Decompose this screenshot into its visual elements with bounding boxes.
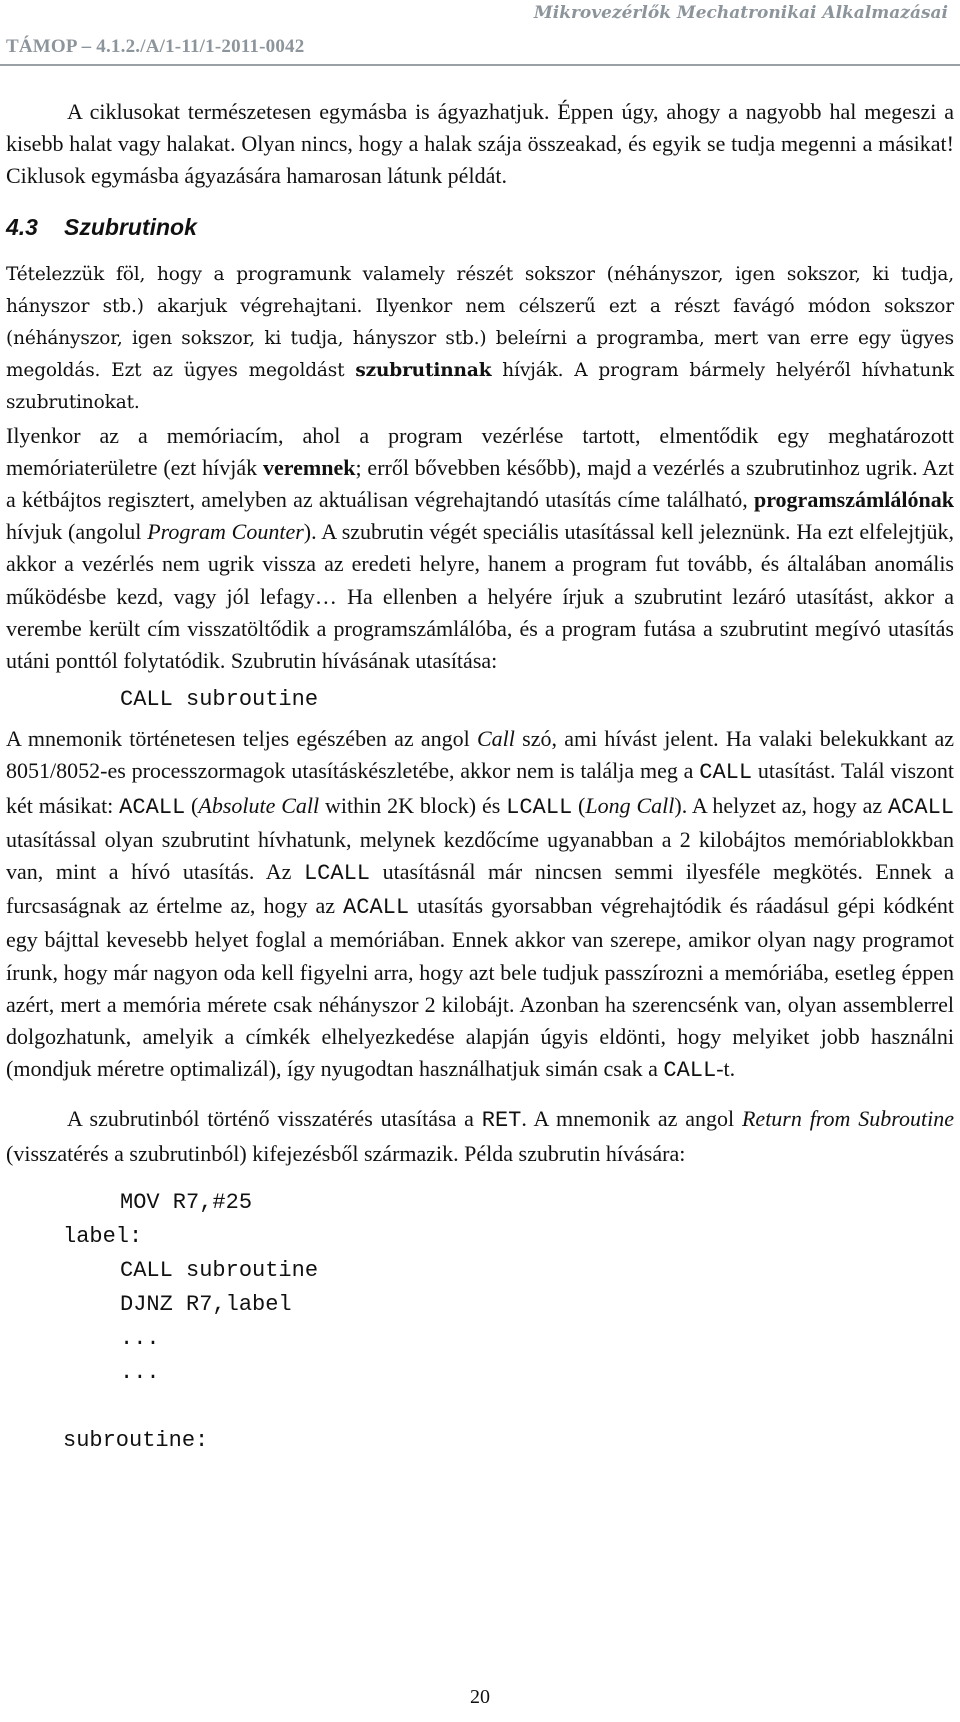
code-inline: LCALL (506, 794, 573, 820)
italic-span: Long Call (585, 792, 675, 818)
text-span: Ilyenkor az a memóriacím, ahol a program vezérlése tartott, elmentődik egy meghatározott memóriaterületre (ezt hívják (6, 422, 954, 480)
code-inline: ACALL (343, 895, 410, 921)
code-inline: ACALL (119, 794, 186, 820)
section-number: 4.3 (6, 213, 38, 240)
header-project-code: TÁMOP – 4.1.2./A/1-11/1-2011-0042 (6, 36, 305, 57)
text-span: Tételezzük föl, hogy a programunk valamely részét sokszor (néhányszor, igen sokszor, ki tudja, hányszor stb.) akarjuk végrehajtani. Ilyenkor nem célszerű ezt a részt favágó módon sokszor (néhányszor, igen sokszor, ki tudja, hányszor stb.) beleírni a programba, mert van erre egy ügyes megoldás. Ezt az ügyes megoldást (6, 263, 954, 382)
code-inline: LCALL (303, 861, 370, 887)
italic-span: Return from Subroutine (741, 1106, 954, 1132)
text-span: utasításnál már nincsen semmi ilyesféle megkötés. Ennek a furcsaságnak az értelme az, hogy az (6, 859, 954, 919)
text-span: ). A helyzet az, hogy az (674, 792, 888, 818)
text-span: within 2K block) és (319, 792, 507, 818)
code-label-line: subroutine: (63, 1427, 209, 1453)
code-inline: ACALL (887, 794, 954, 820)
italic-span: Call (476, 726, 515, 752)
text-span: A szubrutinból történő visszatérés utasítása a (67, 1106, 482, 1132)
paragraph-ret (6, 1103, 954, 1169)
text-span: utasítást. Talál viszont két másikat: (6, 758, 954, 818)
header-divider (0, 64, 960, 66)
text-span: ; erről bővebben később), majd a vezérlés a szubrutinhoz ugrik. Azt a kétbájtos regisztert, amelyben az aktuálisan végrehajtandó utasítás címe található, (6, 454, 955, 513)
code-inline: RET (481, 1108, 522, 1134)
section-title: Szubrutinok (64, 213, 197, 240)
paragraph-nested-loops: A ciklusokat természetesen egymásba is ágyazhatjuk. Éppen úgy, ahogy a nagyobb hal megeszi a kisebb halat vagy halakat. Olyan nincs, hogy a halak szája összeakad, és egyik se tudja megenni a másikat! Ciklusok egymásba ágyazására hamarosan látunk példát. (6, 99, 954, 189)
text-span: szó, ami hívást jelent. Ha valaki belekukkant az 8051/8052-es processzormagok utasításkészletébe, akkor nem is találja meg a (6, 726, 955, 784)
paragraph-call-mechanism (6, 420, 954, 678)
text-span: . A mnemonik az angol (521, 1106, 742, 1132)
page-header (0, 0, 960, 64)
code-label-line: label: (63, 1223, 143, 1249)
text-span: hívjuk (angolul (6, 519, 148, 545)
code-example-block (6, 1186, 954, 1458)
text-span: ). A szubrutin végét speciális utasítással kell jeleznünk. Ha ezt elfelejtjük, akkor a vezérlés nem ugrik vissza az eredeti helyre, hanem a program fut tovább, és általában anomális működésbe kezd, vagy jól lefagy… Ha ellenben a helyére írjuk a szubrutint lezáró utasítást, akkor a verembe került cím visszatöltődik a programszámlálóba, és a program futása a szubrutint megívó utasítás utáni ponttól folytatódik. Szubrutin hívásának utasítása: (6, 519, 954, 674)
text-span: utasítás gyorsabban végrehajtódik és ráadásul gépi kódként egy bájttal kevesebb helyet foglal a memóriában. Ennek akkor van szerepe, amikor olyan nagy programot írunk, hogy már nagyon oda kell figyelni arra, hogy azt bele tudjuk passzírozni a memóriába, esetleg éppen azért, mert a memória mérete csak néhányszor 2 kilobájt. Azonban ha szerencsénk van, olyan assemblerrel dolgozhatunk, amelyik a címkék elhelyezkedése alapján úgyis eldönti, hogy melyiket jobb használni (mondjuk méretre optimalizál), így nyugodtan használhatjuk simán csak a (6, 893, 954, 1082)
term-szubrutin: szubrutinnak (355, 360, 492, 382)
text-span: ( (572, 792, 586, 818)
paragraph-call-variants (6, 723, 954, 1087)
term-verem: veremnek (263, 454, 356, 480)
code-line: CALL subroutine (120, 1257, 319, 1283)
header-book-title: Mikrovezérlők Mechatronikai Alkalmazásai (533, 3, 948, 23)
paragraph-subroutine-intro (6, 259, 954, 420)
section-heading (6, 211, 954, 243)
text-span: A mnemonik történetesen teljes egészében az angol (6, 726, 477, 752)
code-line: ... (120, 1359, 160, 1385)
text-span: (visszatérés a szubrutinból) kifejezésből származik. Példa szubrutin hívására: (6, 1140, 686, 1166)
code-line: MOV R7,#25 (120, 1189, 253, 1215)
code-inline: CALL (699, 760, 753, 786)
page-number: 20 (470, 1686, 490, 1708)
code-blank-line (6, 1390, 954, 1424)
code-call-example: CALL subroutine (120, 687, 319, 713)
text-span: hívják. A program bármely helyéről hívhatunk szubrutinokat. (6, 360, 954, 414)
text-span: ( (185, 792, 199, 818)
text-span: utasítással olyan szubrutint hívhatunk, melynek kezdőcíme ugyanabban a 2 kilobájtos memóriablokkban van, mint a hívó utasítás. Az (6, 826, 954, 885)
term-programszamlalo: programszámlálónak (753, 487, 954, 513)
code-line: ... (120, 1325, 160, 1351)
code-inline: CALL (663, 1058, 717, 1084)
term-program-counter: Program Counter (147, 519, 304, 545)
page-body (6, 96, 954, 1458)
code-line: DJNZ R7,label (120, 1291, 292, 1317)
italic-span: Absolute Call (198, 792, 320, 818)
text-span: -t. (716, 1056, 736, 1082)
